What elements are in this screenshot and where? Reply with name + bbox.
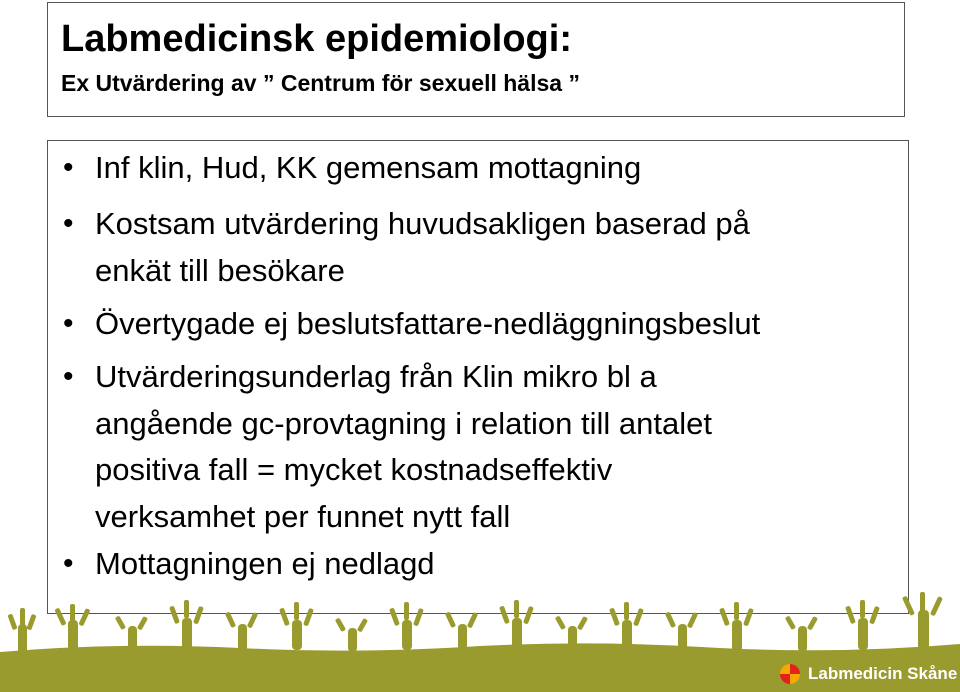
bullet-dot: •: [63, 547, 74, 580]
bullet-text: [95, 145, 895, 192]
bullet-line: positiva fall = mycket kostnadseffektiv: [95, 452, 613, 487]
bullet-text: [95, 354, 895, 540]
bullet-line: Kostsam utvärdering huvudsakligen baserad på: [95, 206, 750, 241]
bullet-dot: •: [63, 207, 74, 240]
bullet-text: [95, 201, 895, 294]
logo-text: Labmedicin Skåne: [808, 664, 958, 683]
bullet-line: Inf klin, Hud, KK gemensam mottagning: [95, 150, 642, 185]
bullet-line: Utvärderingsunderlag från Klin mikro bl a: [95, 359, 657, 394]
slide-title: Labmedicinsk epidemiologi:: [61, 18, 572, 60]
bullet-line: angående gc-provtagning i relation till antalet: [95, 405, 712, 441]
bullet-line: enkät till besökare: [95, 252, 345, 288]
slide-subtitle: Ex Utvärdering av ” Centrum för sexuell hälsa ”: [61, 70, 580, 96]
bullet-line: Övertygade ej beslutsfattare-nedläggningsbeslut: [95, 306, 761, 341]
bullet-line: Mottagningen ej nedlagd: [95, 546, 435, 581]
content-box: [47, 140, 909, 614]
bullet-dot: •: [63, 360, 74, 393]
bullet-dot: •: [63, 151, 74, 184]
labmedicin-logo: [778, 660, 957, 688]
bullet-text: [95, 541, 895, 588]
bullet-line: verksamhet per funnet nytt fall: [95, 498, 511, 534]
bullet-dot: •: [63, 307, 74, 340]
bullet-text: [95, 301, 895, 348]
title-box: [47, 2, 905, 117]
labmedicin-logo-icon: [778, 662, 802, 686]
